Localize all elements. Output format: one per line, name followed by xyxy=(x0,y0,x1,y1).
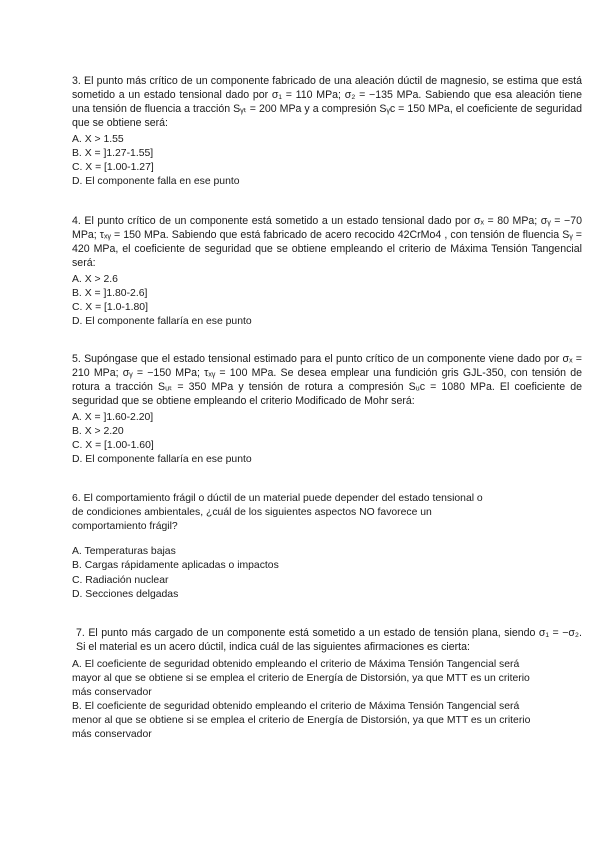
options-list xyxy=(72,411,582,467)
options-list xyxy=(72,658,532,742)
question-4 xyxy=(72,214,582,329)
question-number: 4. xyxy=(72,215,81,227)
options-list xyxy=(72,273,582,329)
option-a: A. X > 1.55 xyxy=(72,134,124,145)
option-d: D. El componente falla en ese punto xyxy=(72,176,240,187)
options-list xyxy=(72,133,582,189)
option-c: C. X = [1.0-1.80] xyxy=(72,302,148,313)
option-b: B. El coeficiente de seguridad obtenido empleando el criterio de Máxima Tensión Tangencial será menor al que se obtiene si se emplea el criterio de Energía de Distorsión, ya que MTT es un criterio más conservador xyxy=(72,701,531,740)
question-3-stem xyxy=(72,74,582,130)
option-a: A. X > 2.6 xyxy=(72,274,118,285)
option-c: C. Radiación nuclear xyxy=(72,574,169,586)
question-text: Supóngase que el estado tensional estimado para el punto crítico de un componente viene dado por σₓ = 210 MPa; σᵧ = −150 MPa; τₓᵧ = 100 MPa. Se desea emplear una fundición gris GJL-350, con tensión de rotura a tracción Sᵤₜ = 350 MPa y tensión de rotura a compresión Sᵤc = 1080 MPa. El coeficiente de seguridad que se obtiene empleando el criterio Modificado de Mohr será: xyxy=(72,353,582,407)
question-7 xyxy=(72,626,582,742)
option-d: D. Secciones delgadas xyxy=(72,589,179,601)
question-6 xyxy=(72,492,582,603)
option-c: C. X = [1.00-1.27] xyxy=(72,162,154,173)
option-b: B. X = ]1.27-1.55] xyxy=(72,148,154,159)
option-b: B. Cargas rápidamente aplicadas o impactos xyxy=(72,560,279,572)
question-text: El punto más cargado de un componente está sometido a un estado de tensión plana, siendo σ₁ = −σ₂. Si el material es un acero dúctil, indica cuál de las siguientes afirmaciones es cierta: xyxy=(76,627,582,653)
question-7-stem xyxy=(72,626,582,654)
option-a: A. El coeficiente de seguridad obtenido empleando el criterio de Máxima Tensión Tangencial será mayor al que se obtiene si se emplea el criterio de Energía de Distorsión, ya que MTT es un criterio más conservador xyxy=(72,659,530,698)
question-5 xyxy=(72,352,582,467)
question-5-stem xyxy=(72,352,582,408)
option-d: D. El componente fallaría en ese punto xyxy=(72,454,252,465)
option-a: A. X = ]1.60-2.20] xyxy=(72,412,154,423)
question-line-2: de condiciones ambientales, ¿cuál de los siguientes aspectos NO favorece un xyxy=(72,507,432,519)
question-number: 6. xyxy=(72,493,81,504)
question-line-3: comportamiento frágil? xyxy=(72,521,178,533)
option-b: B. X > 2.20 xyxy=(72,426,124,437)
question-text: El punto crítico de un componente está sometido a un estado tensional dado por σₓ = 80 MPa; σᵧ = −70 MPa; τₓᵧ = 150 MPa. Sabiendo que está fabricado de acero recocido 42CrMo4 , con tensión de fluencia Sᵧ = 420 MPa, el coeficiente de seguridad que se obtiene empleando el criterio de Máxima Tensión Tangencial será: xyxy=(72,215,582,269)
options-list xyxy=(72,545,582,603)
question-number: 3. xyxy=(72,75,81,87)
question-number: 5. xyxy=(72,353,81,365)
question-line-1 xyxy=(72,492,582,506)
option-d: D. El componente fallaría en ese punto xyxy=(72,316,252,327)
question-3 xyxy=(72,74,582,189)
question-text: El comportamiento frágil o dúctil de un material puede depender del estado tensional o xyxy=(83,493,483,504)
question-4-stem xyxy=(72,214,582,270)
question-6-stem xyxy=(72,492,582,535)
question-number: 7. xyxy=(76,627,85,639)
option-c: C. X = [1.00-1.60] xyxy=(72,440,154,451)
question-text: El punto más crítico de un componente fabricado de una aleación dúctil de magnesio, se estima que está sometido a un estado tensional dado por σ₁ = 110 MPa; σ₂ = −135 MPa. Sabiendo que esa aleación tiene una tensión de fluencia a tracción Sᵧₜ = 200 MPa y a compresión Sᵧc = 150 MPa, el coeficiente de seguridad que se obtiene será: xyxy=(72,75,582,129)
option-b: B. X = ]1.80-2.6] xyxy=(72,288,148,299)
option-a: A. Temperaturas bajas xyxy=(72,545,176,557)
